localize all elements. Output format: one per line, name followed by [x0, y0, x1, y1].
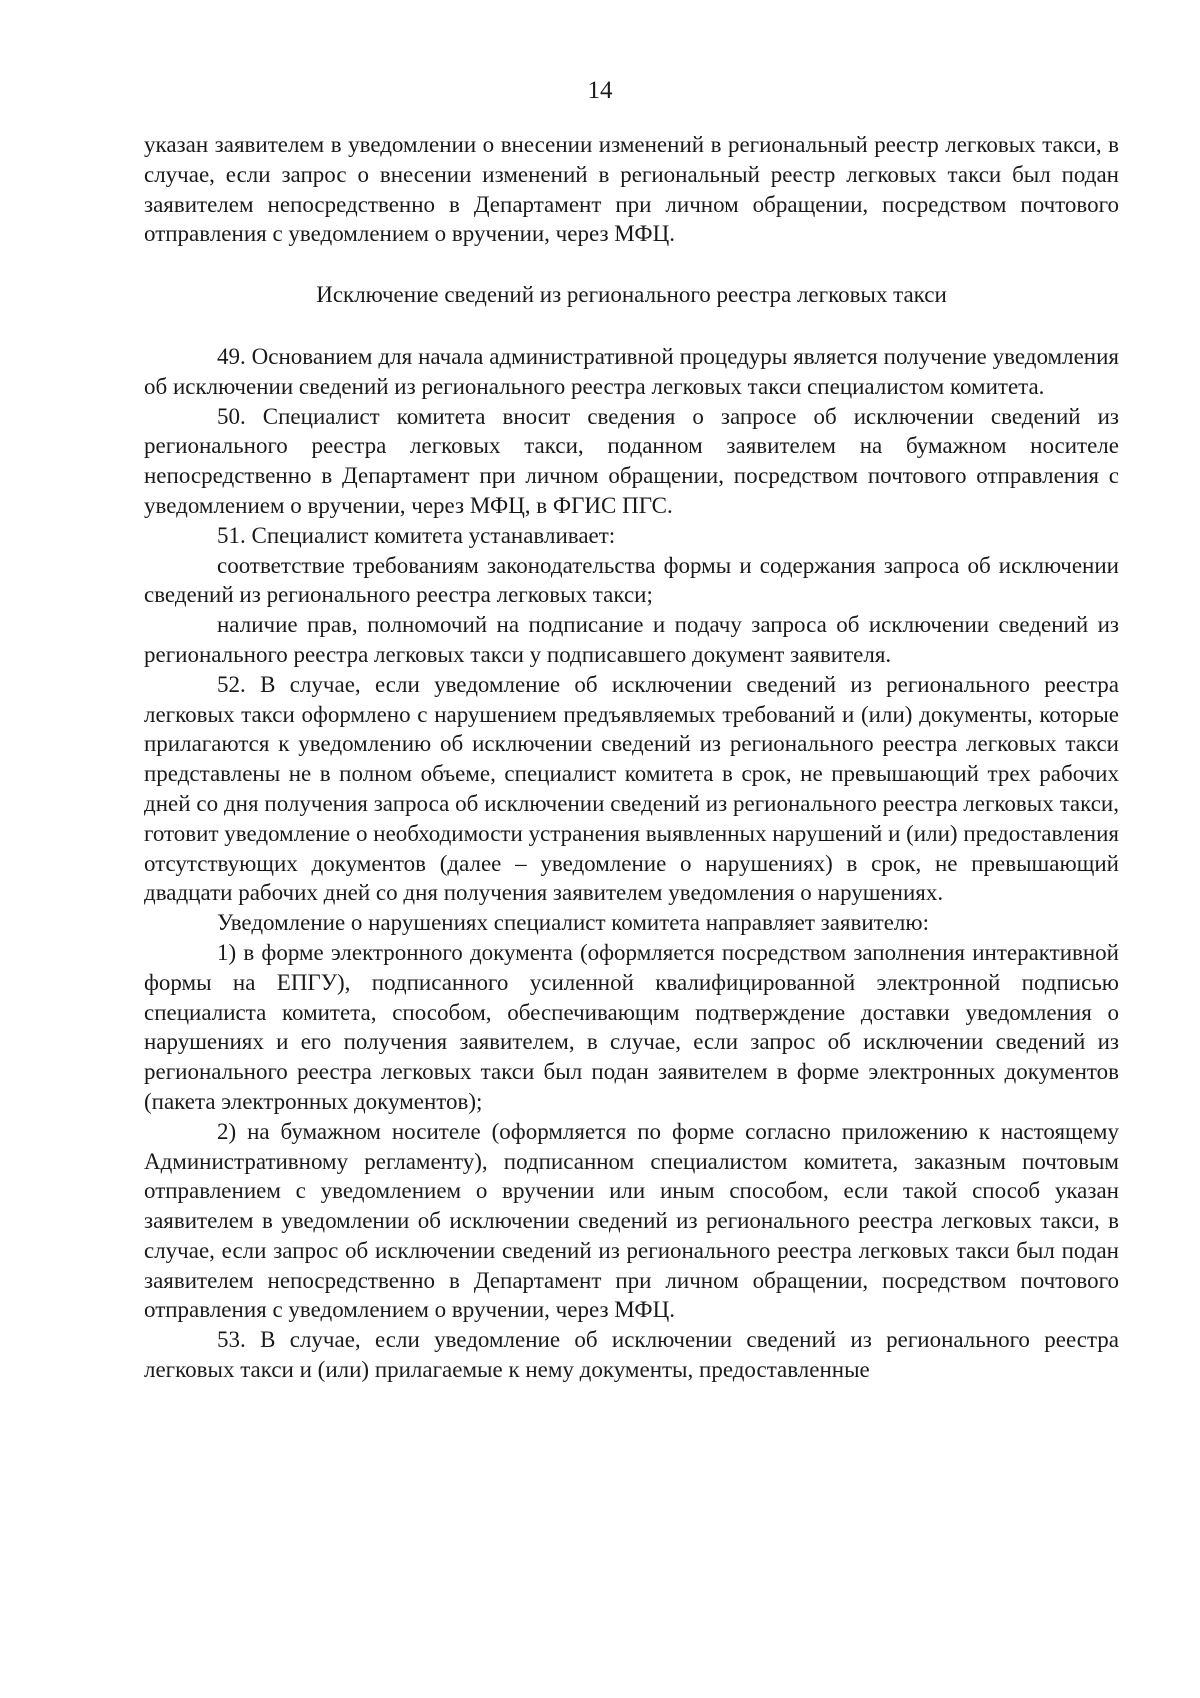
paragraph-notice-option-2: 2) на бумажном носителе (оформляется по форме согласно приложению к настоящему Административному регламенту), подписанном специалистом комитета, заказным почтовым отправлением с уведомлением о вручении или иным способом, если такой способ указан заявителем в уведомлении об исключении сведений из регионального реестра легковых такси, в случае, если запрос об исключении сведений из регионального реестра легковых такси был подан заявителем непосредственно в Департамент при личном обращении, посредством почтового отправления с уведомлением о вручении, через МФЦ. — [144, 1118, 1119, 1323]
document-body — [144, 130, 1119, 1385]
paragraph-notice-option-1: 1) в форме электронного документа (оформляется посредством заполнения интерактивной формы на ЕПГУ), подписанного усиленной квалифицированной электронной подписью специалиста комитета, способом, обеспечивающим подтверждение доставки уведомления о нарушениях и его получения заявителем, в случае, если запрос об исключении сведений из регионального реестра легковых такси был подан заявителем в форме электронных документов (пакета электронных документов); — [144, 939, 1119, 1114]
paragraph-51: 51. Специалист комитета устанавливает: — [217, 522, 616, 548]
paragraph-52: 52. В случае, если уведомление об исключении сведений из регионального реестра легковых такси оформлено с нарушением предъявляемых требований и (или) документы, которые прилагаются к уведомлению об исключении сведений из регионального реестра легковых такси представлены не в полном объеме, специалист комитета в срок, не превышающий трех рабочих дней со дня получения запроса об исключении сведений из регионального реестра легковых такси, готовит уведомление о необходимости устранения выявленных нарушений и (или) предоставления отсутствующих документов (далее – уведомление о нарушениях) в срок, не превышающий двадцати рабочих дней со дня получения заявителем уведомления о нарушениях. — [144, 671, 1119, 906]
paragraph-53: 53. В случае, если уведомление об исключении сведений из регионального реестра легковых такси и (или) прилагаемые к нему документы, предоставленные — [144, 1327, 1119, 1383]
paragraph-50: 50. Специалист комитета вносит сведения о запросе об исключении сведений из регионального реестра легковых такси, поданном заявителем на бумажном носителе непосредственно в Департамент при личном обращении, посредством почтового отправления с уведомлением о вручении, через МФЦ, в ФГИС ПГС. — [144, 403, 1119, 518]
paragraph-49: 49. Основанием для начала административной процедуры является получение уведомления об исключении сведений из регионального реестра легковых такси специалистом комитета. — [144, 343, 1119, 399]
paragraph-continuation: указан заявителем в уведомлении о внесении изменений в региональный реестр легковых такси, в случае, если запрос о внесении изменений в региональный реестр легковых такси был подан заявителем непосредственно в Департамент при личном обращении, посредством почтового отправления с уведомлением о вручении, через МФЦ. — [144, 132, 1119, 247]
paragraph-notice-intro: Уведомление о нарушениях специалист комитета направляет заявителю: — [217, 910, 929, 936]
paragraph-51-item-2: наличие прав, полномочий на подписание и подачу запроса об исключении сведений из регионального реестра легковых такси у подписавшего документ заявителя. — [144, 612, 1119, 667]
section-heading: Исключение сведений из регионального реестра легковых такси — [316, 282, 947, 308]
paragraph-51-item-1: соответствие требованиям законодательства формы и содержания запроса об исключении сведений из регионального реестра легковых такси; — [144, 552, 1119, 608]
page-number: 14 — [587, 77, 613, 104]
